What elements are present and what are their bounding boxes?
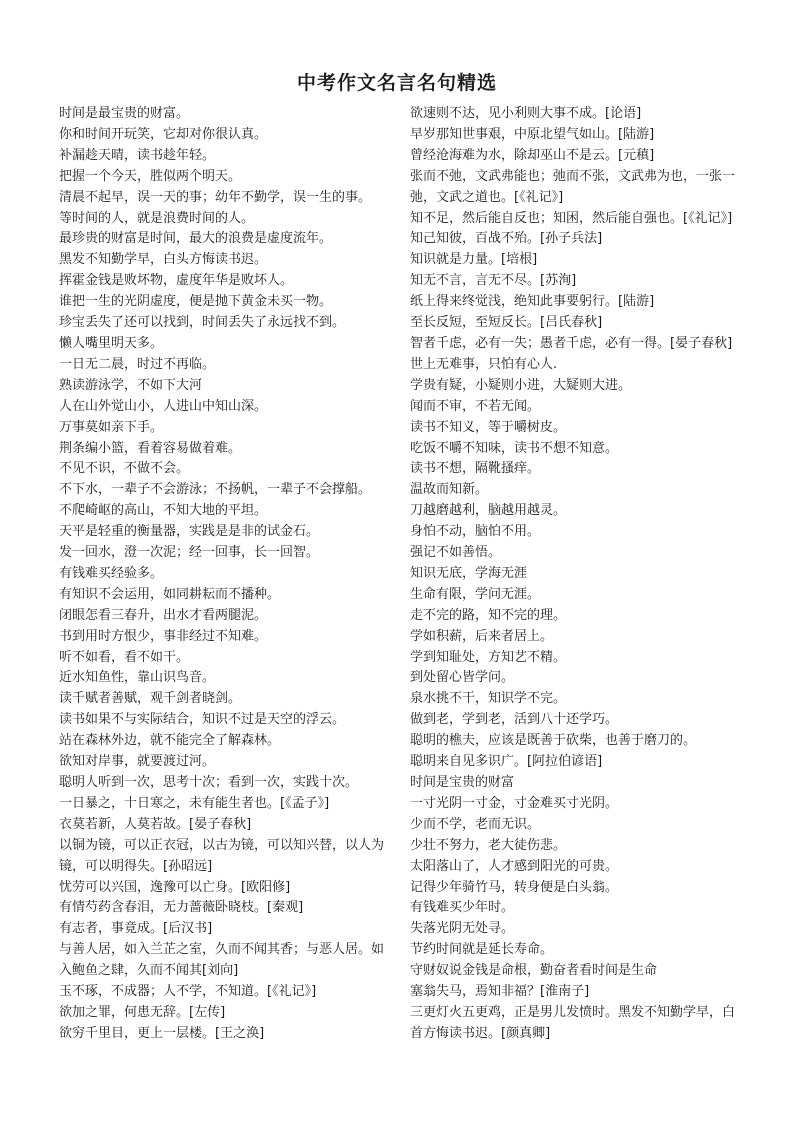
quote-line: 到处留心皆学问。 (410, 670, 515, 686)
quote-line: 读书不想，隔靴搔痒。 (410, 461, 541, 477)
quote-line: 少而不学，老而无识。 (410, 816, 541, 832)
quote-line: 泉水挑不干，知识学不完。 (410, 691, 567, 707)
quote-line: 温故而知新。 (410, 482, 489, 498)
quote-line: 世上无难事，只怕有心人. (410, 356, 558, 372)
quote-line: 有钱难买经验多。 (59, 565, 164, 581)
quote-line: 有志者，事竟成。[后汉书] (59, 921, 213, 937)
quote-line: 最珍贵的财富是时间，最大的浪费是虚度流年。 (59, 231, 333, 247)
quote-line: 有钱难买少年时。 (410, 900, 515, 916)
quote-line: 挥霍金钱是败坏物，虚度年华是败坏人。 (59, 273, 294, 289)
quote-line: 荆条编小篮，看着容易做着难。 (59, 440, 242, 456)
quote-line: 身怕不动，脑怕不用。 (410, 524, 541, 540)
quote-line: 三更灯火五更鸡，正是男儿发愤时。黑发不知勤学早，白首方悔读书迟。[颜真卿] (410, 1004, 736, 1041)
quote-line: 闻而不审，不若无闻。 (410, 398, 541, 414)
quote-line: 清晨不起早，误一天的事；幼年不勤学，误一生的事。 (59, 189, 372, 205)
quote-line: 至长反短，至短反长。[吕氏春秋] (410, 315, 603, 331)
quote-line: 聪明的樵夫，应该是既善于砍柴，也善于磨刀的。 (410, 733, 697, 749)
quote-line: 智者千虑，必有一失；愚者千虑，必有一得。[晏子春秋] (410, 335, 733, 351)
quote-line: 学如积薪，后来者居上。 (410, 628, 554, 644)
quote-line: 学贵有疑，小疑则小进，大疑则大进。 (410, 377, 632, 393)
quote-line: 不见不识，不做不会。 (59, 461, 190, 477)
quote-line: 少壮不努力，老大徒伤悲。 (410, 837, 567, 853)
quote-line: 知识无底，学海无涯 (410, 565, 528, 581)
quote-line: 时间是宝贵的财富 (410, 775, 515, 790)
quote-line: 熟读游泳学，不如下大河 (59, 377, 203, 393)
quote-line: 强记不如善悟。 (410, 545, 502, 561)
quote-line: 欲穷千里目，更上一层楼。[王之涣] (59, 1025, 265, 1041)
quote-line: 谁把一生的光阴虚度，便是抛下黄金未买一物。 (59, 294, 333, 310)
quote-line: 有知识不会运用，如同耕耘而不播种。 (59, 586, 281, 602)
quote-line: 张而不弛，文武弗能也；弛而不张，文武弗为也，一张一弛，文武之道也。[《礼记》] (410, 168, 736, 205)
quote-line: 失落光阴无处寻。 (410, 921, 515, 937)
quote-line: 一日暴之，十日寒之，未有能生者也。[《孟子》] (59, 795, 330, 811)
quote-line: 聪明人听到一次，思考十次；看到一次，实践十次。 (59, 775, 359, 790)
document-title: 中考作文名言名句精选 (296, 72, 497, 94)
quote-line: 记得少年骑竹马，转身便是白头翁。 (410, 879, 619, 895)
quote-line: 近水知鱼性，靠山识鸟音。 (59, 670, 216, 686)
quote-line: 书到用时方恨少，事非经过不知难。 (59, 628, 268, 644)
quote-line: 把握一个今天，胜似两个明天。 (59, 168, 242, 184)
quote-line: 纸上得来终觉浅，绝知此事要躬行。[陆游] (410, 294, 655, 310)
right-column (410, 104, 740, 1045)
quote-line: 节约时间就是延长寿命。 (410, 942, 554, 958)
left-column (59, 104, 389, 1045)
quote-line: 以铜为镜，可以正衣冠，以古为镜，可以知兴替，以人为镜，可以明得失。[孙昭远] (59, 837, 385, 874)
quote-line: 知不足，然后能自反也；知困，然后能自强也。[《礼记》] (410, 210, 733, 226)
quote-line: 与善人居，如入兰芷之室，久而不闻其香；与恶人居。如入鲍鱼之肆，久而不闻其[刘向] (59, 942, 385, 979)
quote-line: 你和时间开玩笑，它却对你很认真。 (59, 126, 268, 142)
quote-line: 太阳落山了，人才感到阳光的可贵。 (410, 858, 619, 874)
quote-line: 吃饭不嚼不知味，读书不想不知意。 (410, 440, 619, 456)
quote-line: 发一回水，澄一次泥；经一回事，长一回智。 (59, 545, 320, 561)
quote-line: 守财奴说金钱是命根，勤奋者看时间是生命 (410, 963, 658, 979)
quote-line: 补漏趁天晴，读书趁年轻。 (59, 147, 216, 163)
quote-line: 人在山外觉山小，人进山中知山深。 (59, 398, 268, 414)
quote-line: 有情芍药含春泪，无力蔷薇卧晓枝。[秦观] (59, 900, 304, 916)
quote-line: 读书不知义，等于嚼树皮。 (410, 419, 567, 435)
quote-line: 万事莫如亲下手。 (59, 419, 164, 435)
quote-line: 懒人嘴里明天多。 (59, 335, 164, 351)
quote-line: 曾经沧海难为水，除却巫山不是云。[元稹] (410, 147, 655, 163)
quote-line: 知己知彼，百战不殆。[孙子兵法] (410, 231, 603, 247)
quote-line: 珍宝丢失了还可以找到，时间丢失了永远找不到。 (59, 315, 346, 331)
quote-line: 刀越磨越利，脑越用越灵。 (410, 503, 567, 519)
quote-line: 玉不琢，不成器；人不学，不知道。[《礼记》] (59, 984, 317, 1000)
quote-line: 早岁那知世事艰，中原北望气如山。[陆游] (410, 126, 655, 142)
quote-line: 等时间的人，就是浪费时间的人。 (59, 210, 255, 226)
quote-line: 听不如看，看不如干。 (59, 649, 190, 665)
quote-line: 读千赋者善赋，观千剑者晓剑。 (59, 691, 242, 707)
quote-line: 做到老，学到老，活到八十还学巧。 (410, 712, 619, 728)
quote-line: 衣莫若新，人莫若故。[晏子春秋] (59, 816, 252, 832)
quote-line: 欲知对岸事，就要渡过河。 (59, 754, 216, 770)
quote-line: 忧劳可以兴国，逸豫可以亡身。[欧阳修] (59, 879, 291, 895)
quote-line: 不下水，一辈子不会游泳；不扬帆，一辈子不会撑船。 (59, 482, 372, 498)
quote-line: 欲加之罪，何患无辞。[左传] (59, 1004, 226, 1020)
quote-line: 闭眼怎看三春升，出水才看两腿泥。 (59, 607, 268, 623)
quote-line: 一日无二晨，时过不再临。 (59, 356, 216, 372)
quote-line: 走不完的路，知不完的理。 (410, 607, 567, 623)
quote-line: 知无不言，言无不尽。[苏洵] (410, 273, 577, 289)
quote-line: 天平是轻重的衡量器，实践是是非的试金石。 (59, 524, 320, 540)
quote-line: 聪明来自见多识广。[阿拉伯谚语] (410, 754, 603, 770)
quote-line: 欲速则不达，见小利则大事不成。[论语] (410, 106, 642, 121)
quote-line: 黑发不知勤学早，白头方悔读书迟。 (59, 252, 268, 268)
quote-line: 生命有限，学问无涯。 (410, 586, 541, 602)
quote-line: 知识就是力量。[培根] (410, 252, 538, 268)
quote-line: 站在森林外边，就不能完全了解森林。 (59, 733, 281, 749)
quote-line: 学到知耻处，方知艺不精。 (410, 649, 567, 665)
quote-line: 读书如果不与实际结合，知识不过是天空的浮云。 (59, 712, 346, 728)
quote-line: 不爬崎岖的高山，不知大地的平坦。 (59, 503, 268, 519)
quote-line: 塞翁失马，焉知非福？[淮南子] (410, 984, 590, 1000)
quote-line: 时间是最宝贵的财富。 (59, 106, 190, 121)
quote-line: 一寸光阴一寸金，寸金难买寸光阴。 (410, 795, 619, 811)
